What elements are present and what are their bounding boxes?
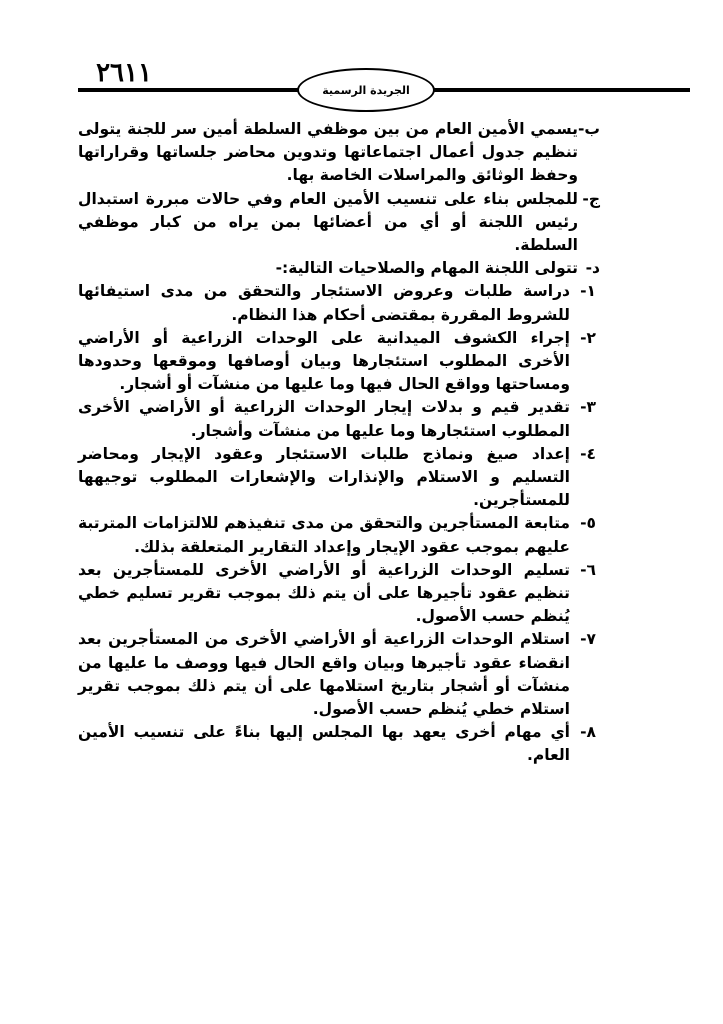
gazette-title: الجريدة الرسمية: [322, 83, 410, 97]
clause-j: [78, 188, 600, 258]
clause-text: يسمي الأمين العام من بين موظفي السلطة أمين سر للجنة يتولى تنظيم جدول أعمال اجتماعاتها وتدوين محاضر جلساتها وقراراتها وحفظ الوثائق والمراسلات الخاصة بها.: [78, 120, 578, 185]
item-number: ٤-: [580, 444, 596, 463]
list-item: [78, 396, 600, 442]
item-text: إجراء الكشوف الميدانية على الوحدات الزراعية أو الأراضي الأخرى المطلوب استئجارها وبيان أوصافها وموقعها وحدودها ومساحتها وواقع الحال فيها وما عليها من منشآت أو أشجار.: [78, 328, 570, 394]
item-number: ٢-: [580, 328, 596, 347]
list-item: [78, 721, 600, 767]
item-text: استلام الوحدات الزراعية أو الأراضي الأخرى من المستأجرين بعد انقضاء عقود تأجيرها وبيان واقع الحال فيها ووصف ما عليها من منشآت أو أشجار بتاريخ استلامها على أن يتم ذلك بموجب تقرير استلام خطي يُنظم حسب الأصول.: [78, 630, 570, 719]
item-text: إعداد صيغ ونماذج طلبات الاستئجار وعقود الإيجار ومحاضر التسليم و الاستلام والإنذارات والإشعارات المطلوب توجيهها للمستأجرين.: [78, 444, 570, 510]
item-text: تسليم الوحدات الزراعية أو الأراضي الأخرى للمستأجرين بعد تنظيم عقود تأجيرها على أن يتم ذلك بموجب تقرير تسليم خطي يُنظم حسب الأصول.: [78, 560, 570, 626]
clause-text: تتولى اللجنة المهام والصلاحيات التالية:-: [275, 259, 578, 278]
list-item: [78, 280, 600, 326]
item-text: دراسة طلبات وعروض الاستئجار والتحقق من مدى استيفائها للشروط المقررة بمقتضى أحكام هذا النظام.: [78, 282, 570, 324]
clause-marker: ب-: [577, 120, 600, 138]
clause-marker: د-: [585, 259, 600, 278]
list-item: [78, 443, 600, 513]
item-number: ٧-: [580, 630, 596, 649]
list-item: [78, 559, 600, 629]
clause-marker: ج-: [582, 189, 600, 208]
item-text: أي مهام أخرى يعهد بها المجلس إليها بناءً على تنسيب الأمين العام.: [78, 723, 570, 765]
item-number: ١-: [580, 282, 596, 301]
item-text: متابعة المستأجرين والتحقق من مدى تنفيذهم للالتزامات المترتبة عليهم بموجب عقود الإيجار وإعداد التقارير المتعلقة بذلك.: [78, 514, 570, 556]
item-number: ٨-: [580, 723, 596, 742]
item-text: تقدير قيم و بدلات إيجار الوحدات الزراعية أو الأراضي الأخرى المطلوب استئجارها وما عليها من منشآت وأشجار.: [78, 398, 570, 440]
clause-text: للمجلس بناء على تنسيب الأمين العام وفي حالات مبررة استبدال رئيس اللجنة أو أي من أعضائها بمن يراه من كبار موظفي السلطة.: [78, 189, 578, 255]
item-number: ٣-: [580, 398, 596, 417]
list-item: [78, 628, 600, 721]
duties-list: [78, 280, 600, 767]
clause-d: [78, 257, 600, 280]
list-item: [78, 327, 600, 397]
clause-b: [78, 118, 600, 188]
gazette-masthead: [297, 68, 435, 112]
item-number: ٦-: [580, 560, 596, 579]
page-number: ٢٦١١: [96, 58, 152, 88]
list-item: [78, 512, 600, 558]
document-body: [78, 118, 600, 768]
item-number: ٥-: [580, 514, 596, 533]
